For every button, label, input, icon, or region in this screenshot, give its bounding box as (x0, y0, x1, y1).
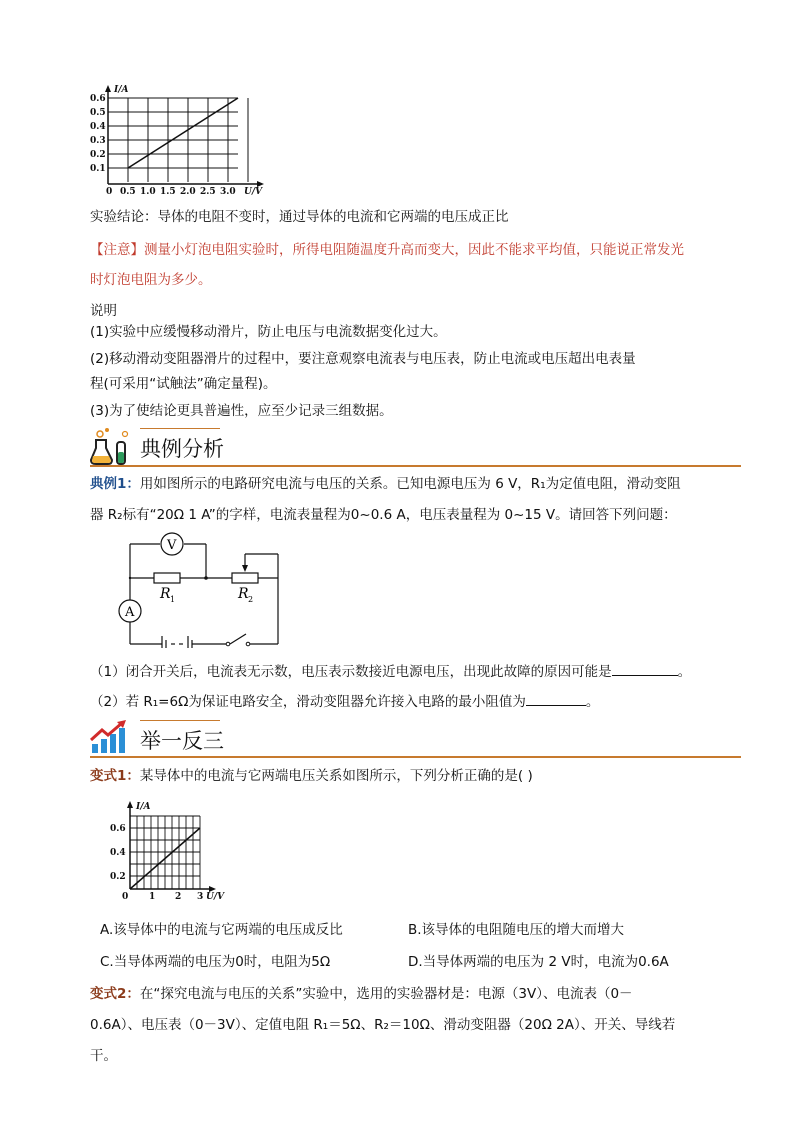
graph-1-origin: 0 (106, 187, 113, 196)
variant-2-line-3: 干。 (90, 1048, 117, 1064)
section-title-practice: 举一反三 (140, 729, 224, 753)
graph-1-ytick: 0.4 (90, 122, 106, 132)
question-1-text: （1）闭合开关后，电流表无示数，电压表示数接近电源电压，出现此故障的原因可能是 (90, 664, 612, 680)
section-divider (90, 756, 741, 758)
graph-1-xtick: 2.0 (180, 187, 196, 196)
explain-item-2b: 程(可采用“试触法”确定量程)。 (90, 376, 277, 392)
graph-2-ylabel: I/A (136, 802, 151, 812)
note-line-1: 【注意】测量小灯泡电阻实验时，所得电阻随温度升高而变大，因此不能求平均值，只能说正常发光 (90, 242, 684, 258)
flask-icon (90, 426, 132, 466)
graph-2-xlabel: U/V (206, 892, 225, 902)
section-title-examples: 典例分析 (140, 437, 224, 461)
explain-title: 说明 (90, 303, 117, 319)
question-1-end: 。 (677, 664, 692, 680)
variant-2-line-2: 0.6A）、电压表（0－3V）、定值电阻 R₁＝5Ω、R₂＝10Ω、滑动变阻器（20Ω 2A）、开关、导线若 (90, 1017, 676, 1033)
variant-1-stem (90, 766, 533, 786)
graph-2-ytick: 0.6 (110, 824, 126, 834)
section-divider (90, 465, 741, 467)
explain-item-1: (1)实验中应缓慢移动滑片，防止电压与电流数据变化过大。 (90, 324, 447, 340)
graph-1-xtick: 2.5 (200, 187, 216, 196)
example-1-text: 用如图所示的电路研究电流与电压的关系。已知电源电压为 6 V，R₁为定值电阻，滑动变阻 (139, 476, 681, 492)
example-1-line-2: 器 R₂标有“20Ω 1 A”的字样，电流表量程为0~0.6 A，电压表量程为 0~15 V。请回答下列问题： (90, 507, 677, 523)
graph-2-xtick: 3 (197, 892, 204, 902)
graph-2-origin: 0 (122, 892, 129, 902)
variant-1-label: 变式1： (90, 768, 140, 784)
graph-1-ylabel: I/A (114, 85, 129, 95)
circuit-diagram (116, 532, 286, 648)
example-1-line-1 (90, 474, 681, 494)
option-c[interactable]: C.当导体两端的电压为0时，电阻为5Ω (100, 954, 331, 970)
graph-current-voltage-2 (100, 800, 260, 905)
experiment-conclusion: 实验结论：导体的电阻不变时，通过导体的电流和它两端的电压成正比 (90, 209, 509, 225)
explain-item-3: (3)为了使结论更具普遍性，应至少记录三组数据。 (90, 403, 393, 419)
question-2-text: （2）若 R₁=6Ω为保证电路安全，滑动变阻器允许接入电路的最小阻值为 (90, 694, 526, 710)
graph-1-ytick: 0.2 (90, 150, 106, 160)
resistor-r2-label: R (238, 586, 249, 602)
graph-1-xtick: 0.5 (120, 187, 136, 196)
question-2 (90, 691, 599, 712)
graph-2-ytick: 0.4 (110, 848, 126, 858)
graph-1-ytick: 0.6 (90, 94, 106, 104)
resistor-r1-label: R (160, 586, 171, 602)
example-1-label: 典例1： (90, 476, 140, 492)
option-a[interactable]: A.该导体中的电流与它两端的电压成反比 (100, 922, 343, 938)
question-2-end: 。 (585, 694, 600, 710)
answer-blank-1[interactable] (612, 661, 678, 676)
ammeter-label: A (125, 605, 135, 620)
graph-1-xlabel: U/V (244, 187, 263, 196)
variant-2-label: 变式2： (90, 986, 140, 1002)
bar-chart-trend-icon (90, 720, 130, 754)
variant-1-text: 某导体中的电流与它两端电压关系如图所示，下列分析正确的是( ) (139, 768, 533, 784)
graph-2-xtick: 2 (175, 892, 182, 902)
option-d[interactable]: D.当导体两端的电压为 2 V时，电流为0.6A (408, 954, 669, 970)
variant-2-line-1 (90, 984, 633, 1004)
graph-2-xtick: 1 (149, 892, 156, 902)
graph-1-xtick: 1.5 (160, 187, 176, 196)
graph-2-ytick: 0.2 (110, 872, 126, 882)
note-line-2: 时灯泡电阻为多少。 (90, 272, 212, 288)
graph-1-data-line (128, 98, 238, 168)
graph-1-xtick: 3.0 (220, 187, 236, 196)
question-1 (90, 661, 691, 682)
answer-blank-2[interactable] (526, 691, 586, 706)
resistor-r2-sub: 2 (248, 595, 254, 604)
voltmeter-label: V (167, 538, 177, 553)
resistor-r1-sub: 1 (170, 595, 176, 604)
variant-2-text: 在“探究电流与电压的关系”实验中，选用的实验器材是：电源（3V）、电流表（0－ (139, 986, 633, 1002)
option-b[interactable]: B.该导体的电阻随电压的增大而增大 (408, 922, 625, 938)
explain-item-2a: (2)移动滑动变阻器滑片的过程中，要注意观察电流表与电压表，防止电流或电压超出电表量 (90, 351, 636, 367)
graph-1-xtick: 1.0 (140, 187, 156, 196)
graph-current-voltage-1 (88, 84, 278, 196)
graph-1-ytick: 0.1 (90, 164, 106, 174)
graph-1-ytick: 0.5 (90, 108, 106, 118)
graph-1-ytick: 0.3 (90, 136, 106, 146)
